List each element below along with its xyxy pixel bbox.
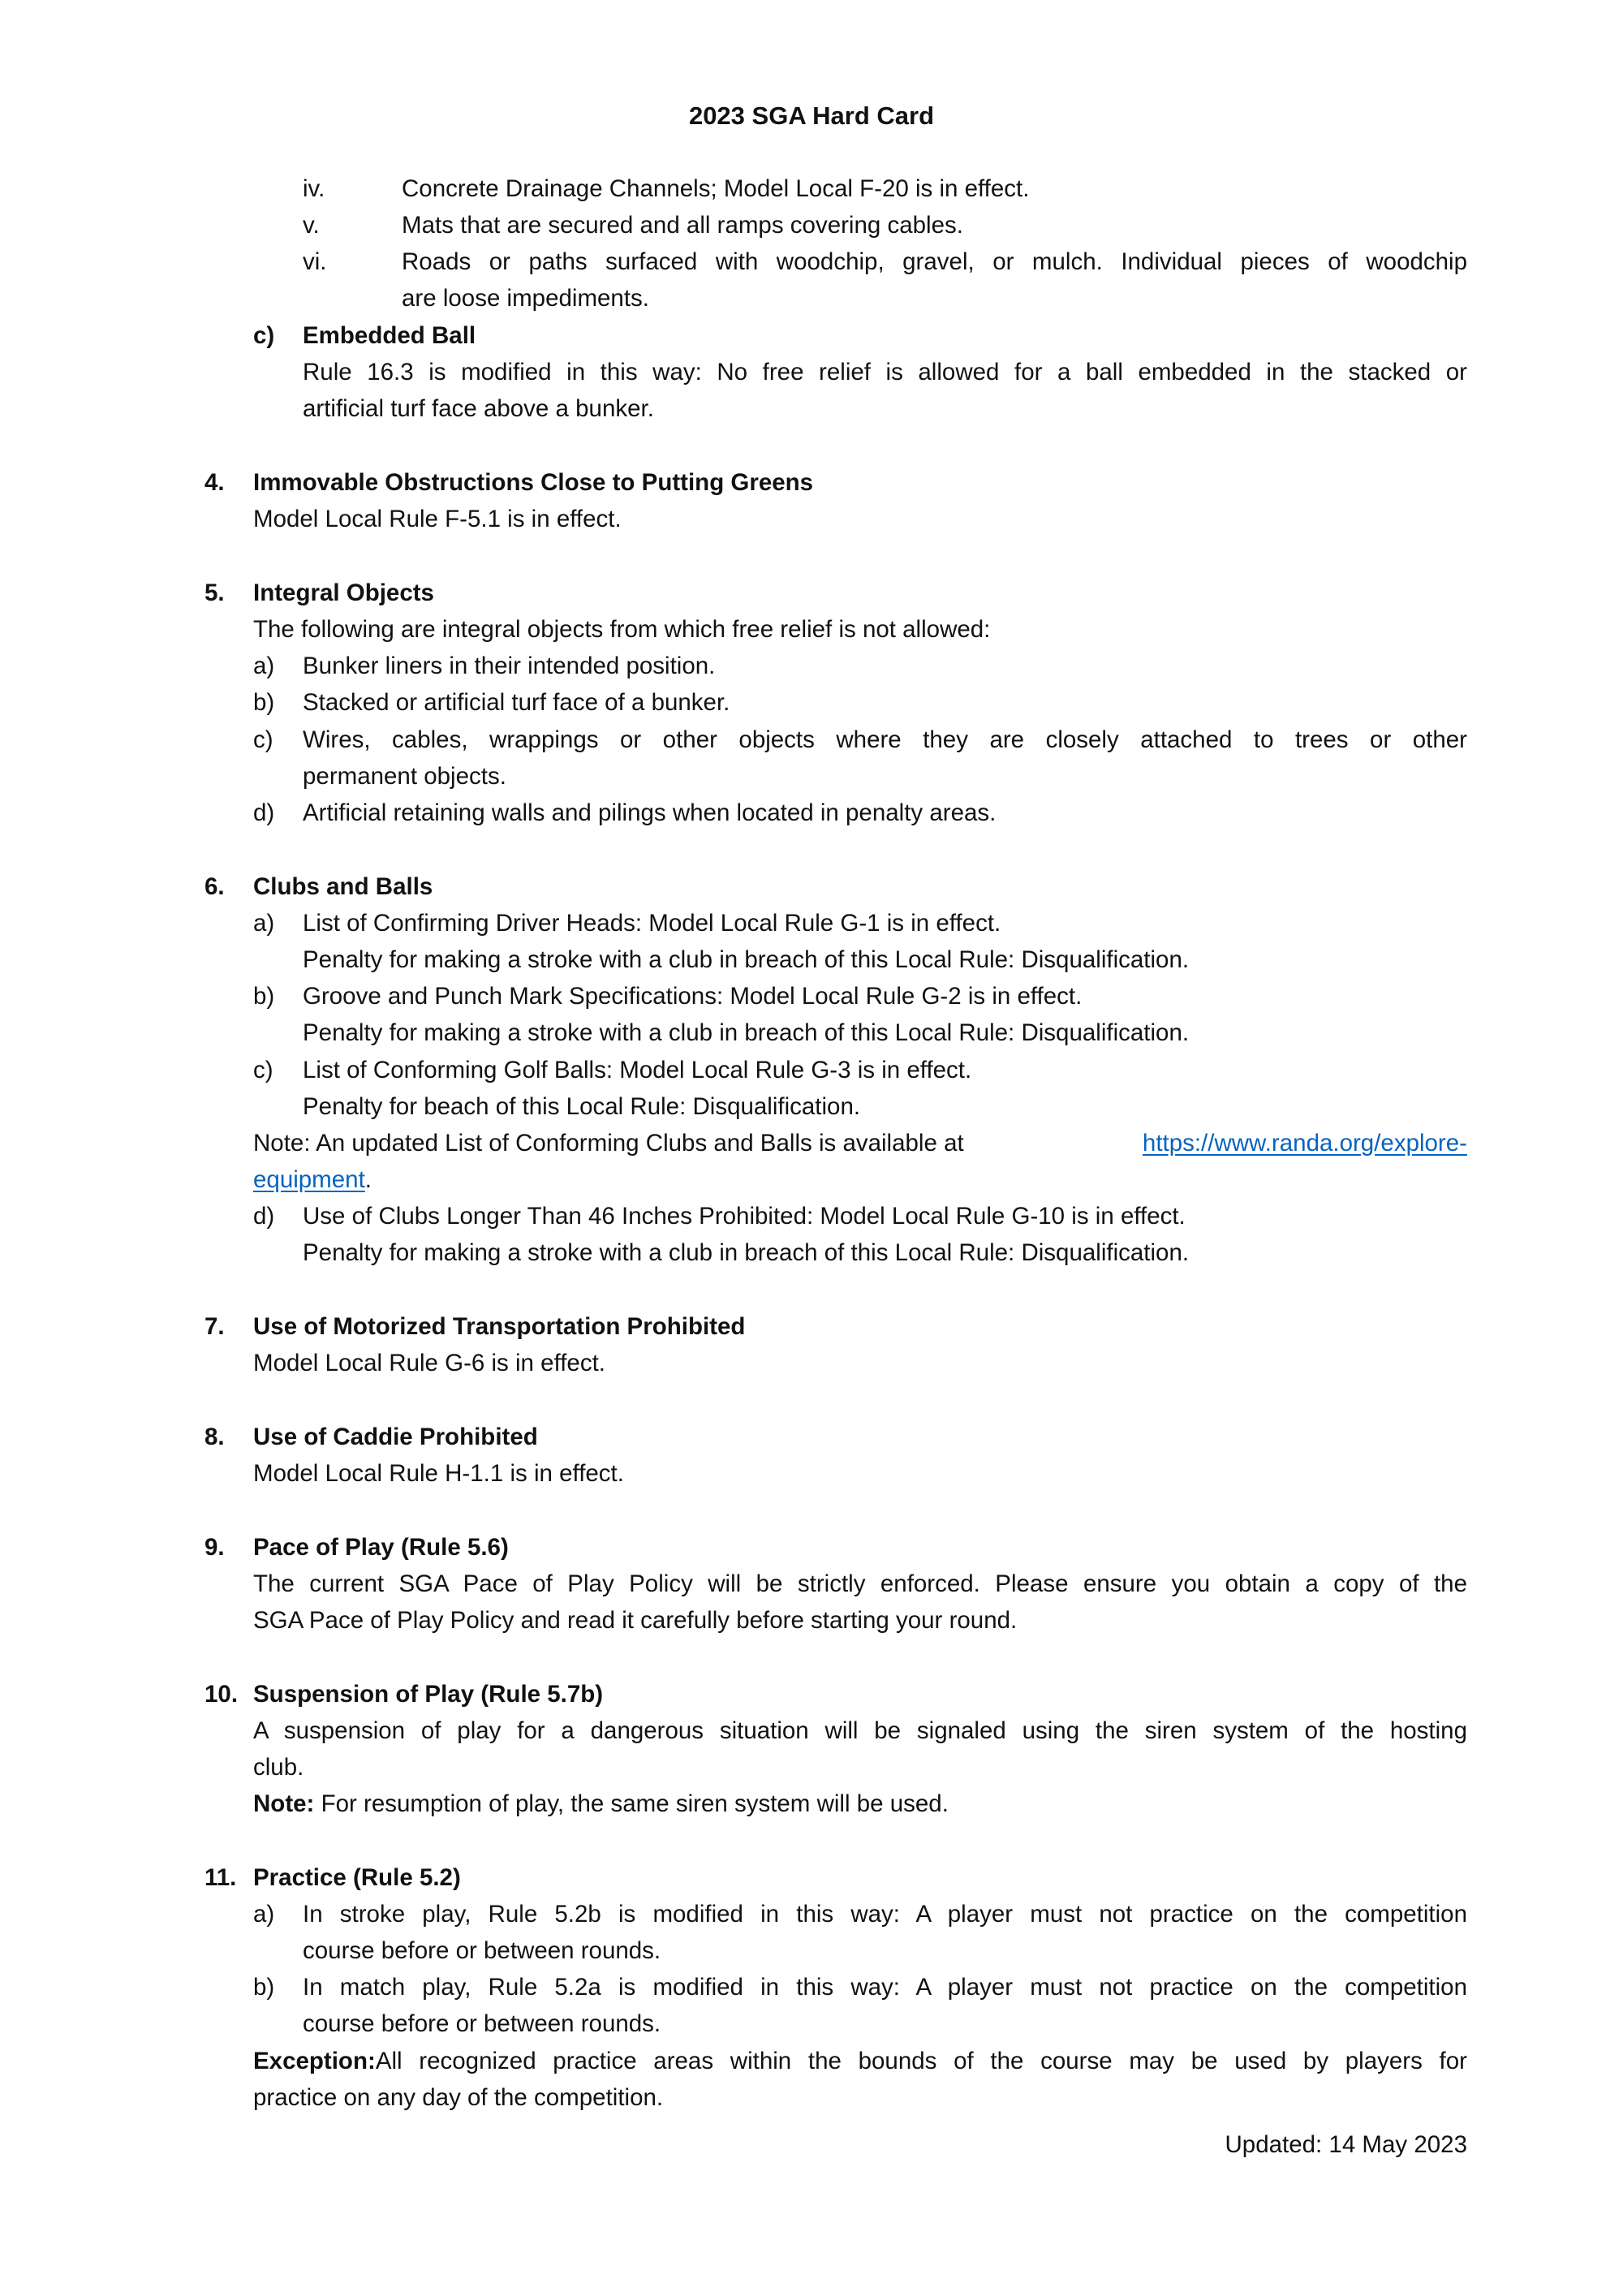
list-item-text: List of Confirming Driver Heads: Model Local Rule G-1 is in effect. [303,910,1001,937]
paragraph-line: club. [253,1754,304,1781]
list-marker: iv. [303,175,325,202]
paragraph-line: Model Local Rule G-6 is in effect. [253,1350,605,1376]
updated-date: Updated: 14 May 2023 [1225,2131,1467,2158]
section-heading: Integral Objects [253,579,434,606]
list-item-text: In stroke play, Rule 5.2b is modified in this way: A player must not practice on the competition [303,1901,1467,1928]
exception-line [253,2044,1467,2078]
section-number: 7. [204,1313,225,1340]
section-number: 11. [204,1864,237,1891]
list-item-text: Penalty for making a stroke with a club in breach of this Local Rule: Disqualification. [303,1239,1190,1266]
note-text: For resumption of play, the same siren system will be used. [314,1790,949,1817]
list-marker: b) [253,983,275,1010]
paragraph-line: The current SGA Pace of Play Policy will be strictly enforced. Please ensure you obtain a copy of the [253,1570,1467,1597]
list-item-text: course before or between rounds. [303,2010,661,2037]
list-item-text: Penalty for beach of this Local Rule: Disqualification. [303,1093,861,1120]
section-heading: Use of Caddie Prohibited [253,1424,538,1450]
page-title: 2023 SGA Hard Card [688,101,935,130]
note-text: Note: An updated List of Conforming Clubs and Balls is available at [253,1130,964,1157]
list-marker: a) [253,1901,275,1928]
list-item-text: Penalty for making a stroke with a club in breach of this Local Rule: Disqualification. [303,946,1190,973]
equipment-link-continued[interactable]: equipment [253,1166,365,1193]
list-marker: c) [253,726,273,753]
note-line [253,1126,1467,1161]
list-item-text: Artificial retaining walls and pilings when located in penalty areas. [303,799,997,826]
list-item-text: Roads or paths surfaced with woodchip, gravel, or mulch. Individual pieces of woodchip [402,248,1467,275]
exception-label: Exception: [253,2048,376,2074]
list-item-text: Penalty for making a stroke with a club in breach of this Local Rule: Disqualification. [303,1019,1190,1046]
list-marker: vi. [303,248,327,275]
paragraph-line: artificial turf face above a bunker. [303,395,654,422]
exception-text: All recognized practice areas within the bounds of the course may be used by players for [375,2048,1467,2074]
section-heading: Practice (Rule 5.2) [253,1864,461,1891]
list-marker: a) [253,910,275,937]
paragraph-line: Model Local Rule F-5.1 is in effect. [253,506,622,532]
section-number: 5. [204,579,225,606]
list-item-text: Wires, cables, wrappings or other objects where they are closely attached to trees or other [303,726,1467,753]
section-heading: Use of Motorized Transportation Prohibited [253,1313,746,1340]
paragraph-line: A suspension of play for a dangerous situation will be signaled using the siren system of the hosting [253,1717,1467,1744]
list-item-text: Groove and Punch Mark Specifications: Model Local Rule G-2 is in effect. [303,983,1083,1010]
paragraph-line: SGA Pace of Play Policy and read it carefully before starting your round. [253,1607,1018,1634]
list-item-text: Mats that are secured and all ramps covering cables. [402,212,963,239]
list-marker: d) [253,1203,275,1230]
note-line [253,1787,949,1821]
list-marker: a) [253,653,275,679]
list-item-text: Bunker liners in their intended position. [303,653,716,679]
list-item-text: are loose impediments. [402,285,649,312]
section-heading: Pace of Play (Rule 5.6) [253,1534,509,1561]
list-item-text: permanent objects. [303,763,506,790]
section-heading: Immovable Obstructions Close to Putting Greens [253,469,814,496]
section-number: 10. [204,1681,239,1708]
paragraph-line: Rule 16.3 is modified in this way: No free relief is allowed for a ball embedded in the stacked or [303,359,1467,386]
list-item-text: course before or between rounds. [303,1937,661,1964]
list-item-text: Stacked or artificial turf face of a bunker. [303,689,730,716]
note-line [253,1163,372,1197]
section-heading: Suspension of Play (Rule 5.7b) [253,1681,604,1708]
equipment-link[interactable]: https://www.randa.org/explore- [1142,1130,1467,1157]
list-marker: b) [253,689,275,716]
exception-line: practice on any day of the competition. [253,2084,664,2111]
section-number: 8. [204,1424,225,1450]
list-marker: c) [253,322,275,349]
list-marker: c) [253,1057,273,1083]
list-item-text: List of Conforming Golf Balls: Model Local Rule G-3 is in effect. [303,1057,972,1083]
section-number: 9. [204,1534,225,1561]
list-marker: v. [303,212,320,239]
note-label: Note: [253,1790,315,1817]
list-item-text: In match play, Rule 5.2a is modified in this way: A player must not practice on the competition [303,1974,1467,2001]
subsection-heading: Embedded Ball [303,322,476,349]
section-number: 6. [204,873,225,900]
paragraph-line: The following are integral objects from which free relief is not allowed: [253,616,991,643]
section-heading: Clubs and Balls [253,873,433,900]
paragraph-line: Model Local Rule H-1.1 is in effect. [253,1460,624,1487]
list-marker: d) [253,799,275,826]
section-number: 4. [204,469,225,496]
note-suffix: . [364,1166,372,1193]
list-item-text: Concrete Drainage Channels; Model Local F-20 is in effect. [402,175,1030,202]
list-marker: b) [253,1974,275,2001]
list-item-text: Use of Clubs Longer Than 46 Inches Prohibited: Model Local Rule G-10 is in effect. [303,1203,1186,1230]
